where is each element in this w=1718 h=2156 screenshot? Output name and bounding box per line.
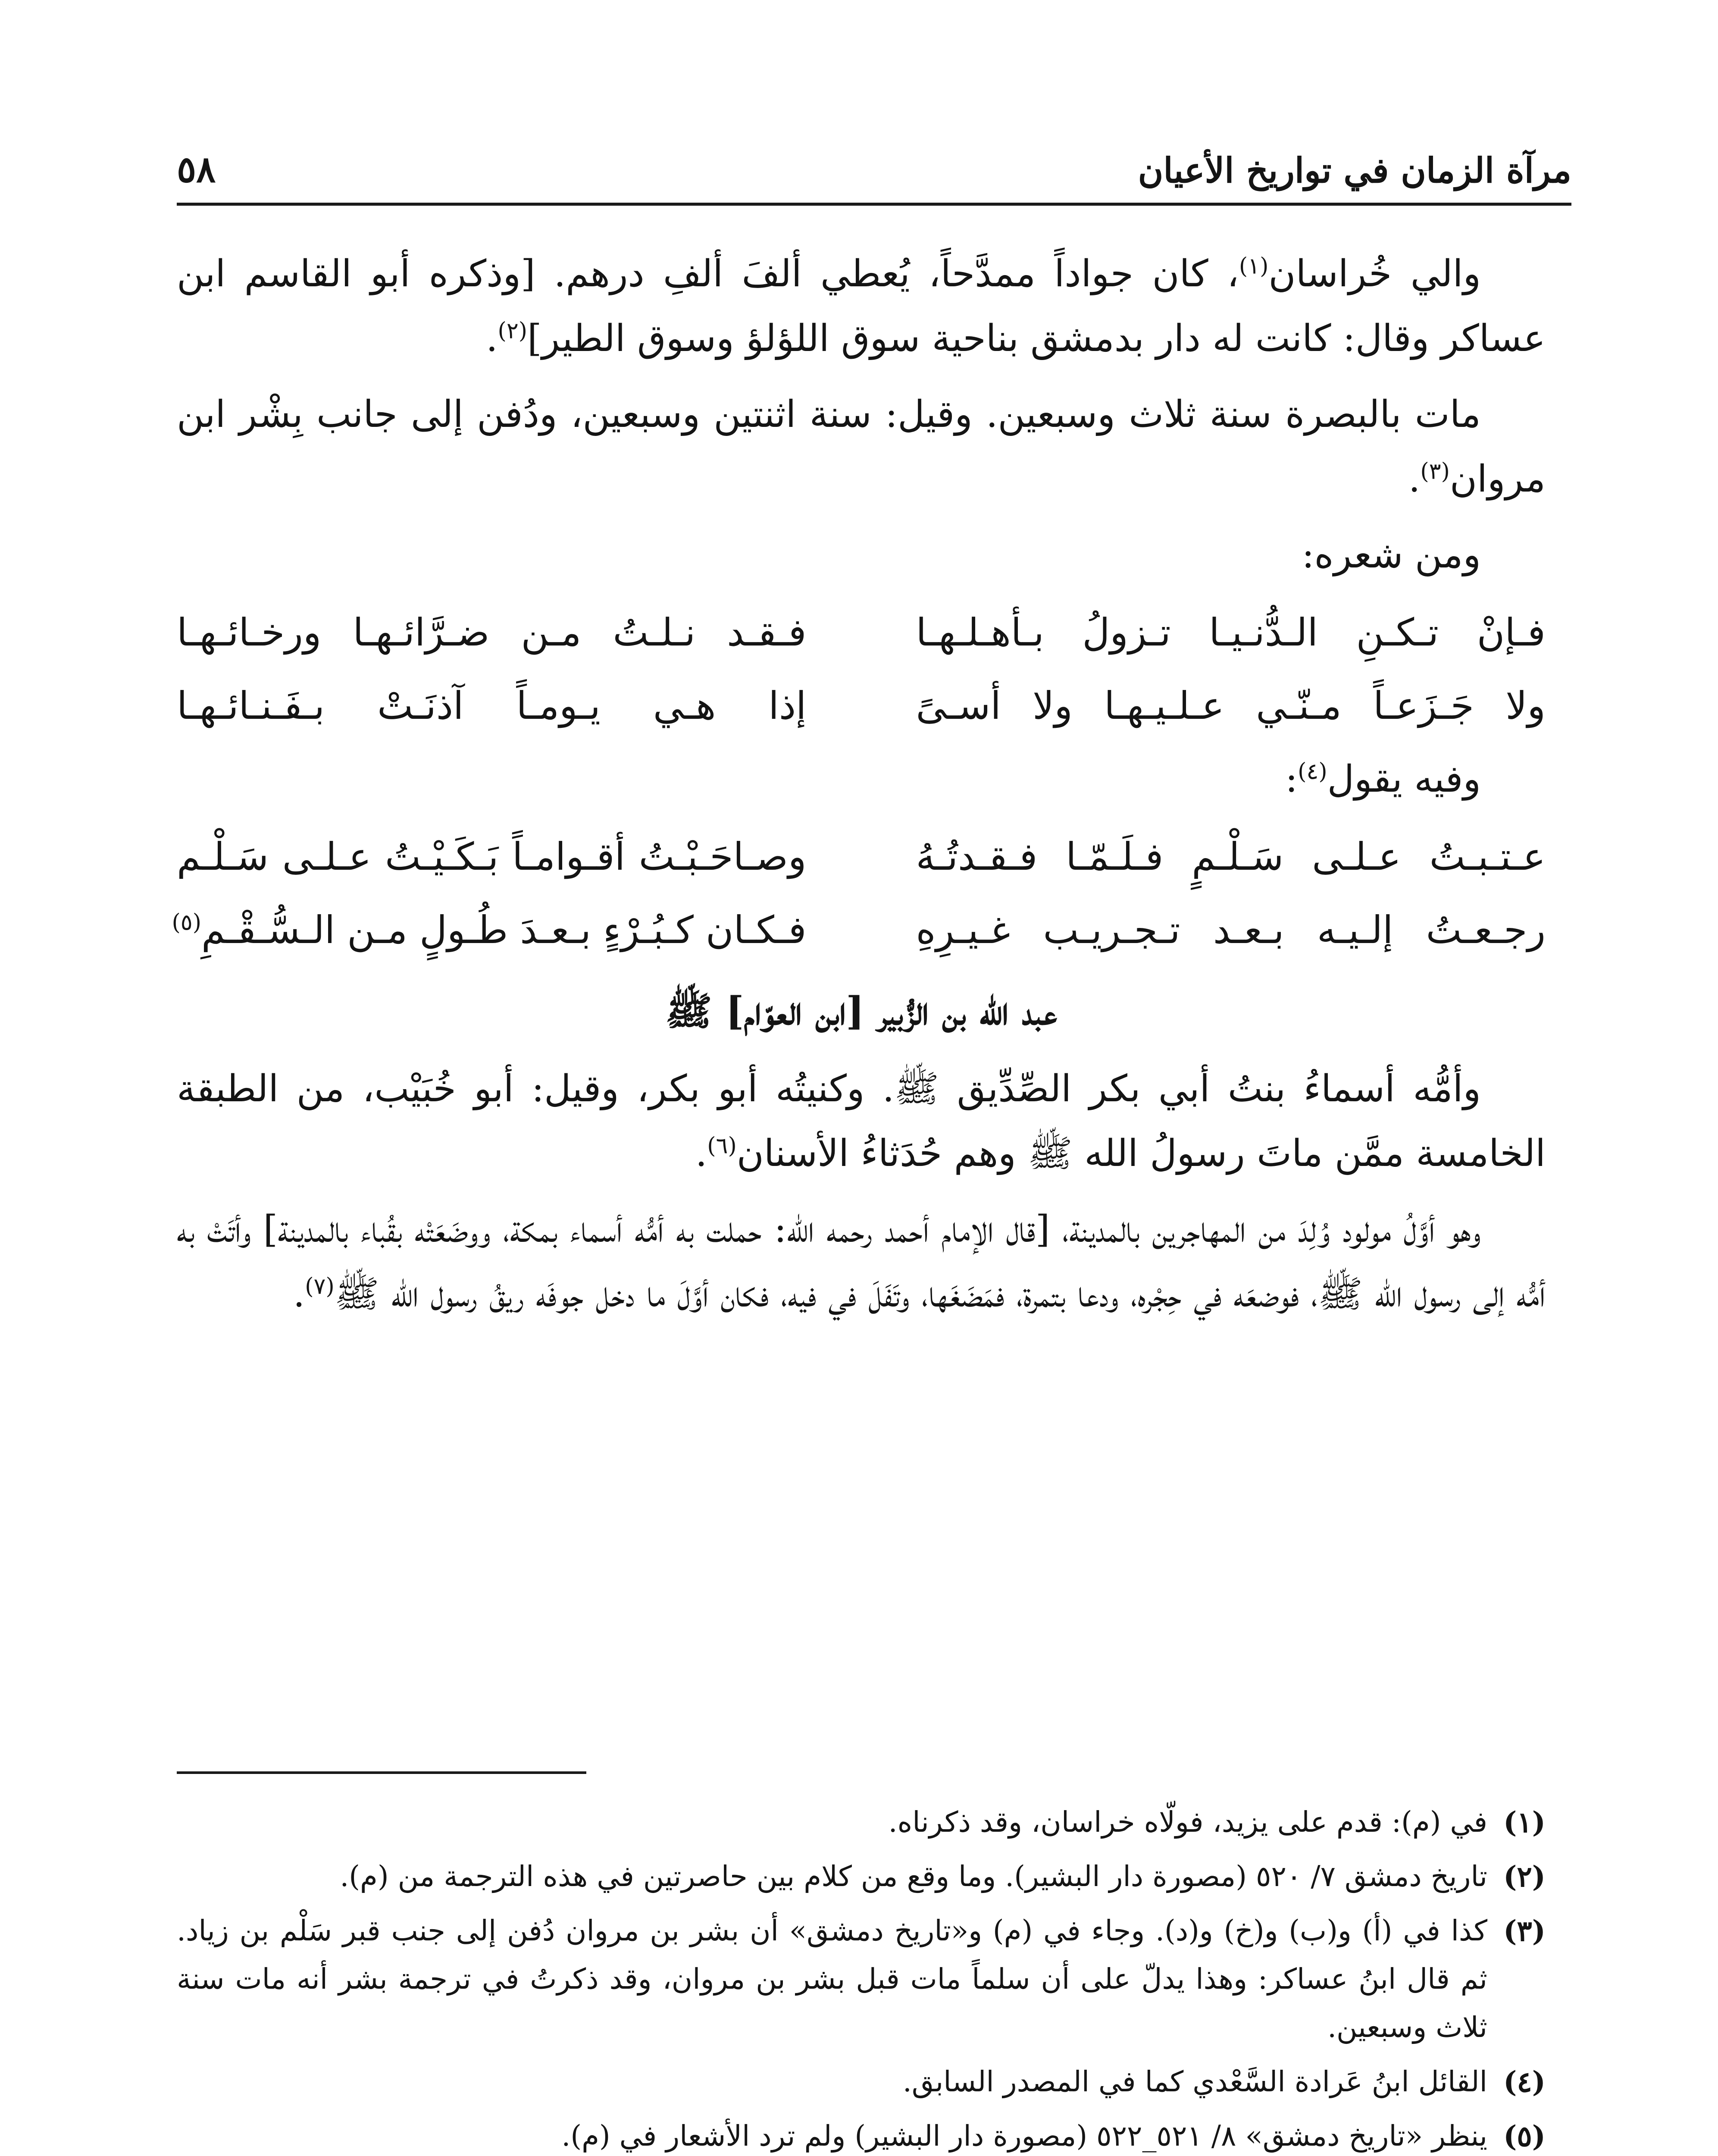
paragraph-1-text-a: والي خُراسان bbox=[1268, 252, 1481, 295]
hemistich-right: عـتـبـتُ عـلـى سَـلْـمٍ فـلَـمّـا فـقـدتُـهُ bbox=[916, 834, 1546, 879]
footnote-ref-3[interactable]: (٣) bbox=[1420, 458, 1450, 485]
footnote-ref-6[interactable]: (٦) bbox=[707, 1133, 737, 1159]
footnote-text: تاريخ دمشق ٧/ ٥٢٠ (مصورة دار البشير). وما وقع من كلام بين حاصرتين في هذه الترجمة من (م). bbox=[340, 1860, 1487, 1893]
footnote-3 bbox=[177, 1907, 1546, 2052]
poem-2-verse-1 bbox=[177, 820, 1546, 893]
poem-1-verse-1 bbox=[177, 596, 1546, 669]
poem-2-verse-2 bbox=[172, 893, 1546, 967]
footnote-ref-7[interactable]: (٧) bbox=[305, 1273, 335, 1300]
footnote-number: (٢) bbox=[1503, 1860, 1546, 1893]
poem-1-verse-2 bbox=[177, 669, 1546, 743]
poem-1 bbox=[177, 596, 1546, 743]
footnote-text: القائل ابنُ عَرادة السَّعْدي كما في المصدر السابق. bbox=[902, 2065, 1487, 2098]
poem-1-intro: ومن شعره: bbox=[1302, 533, 1481, 577]
footnote-1 bbox=[177, 1798, 1546, 1846]
section-title: عبد الله بن الزُّبير [ابن العوّام] ﷺ bbox=[665, 988, 1057, 1034]
paragraph-4 bbox=[177, 1197, 1546, 1326]
footnote-ref-2[interactable]: (٢) bbox=[498, 318, 528, 344]
running-title: مرآة الزمان في تواريخ الأعيان bbox=[1138, 150, 1571, 191]
footnote-number: (٣) bbox=[1503, 1914, 1546, 1948]
paragraph-1-text-b: ، كان جواداً ممدَّحاً، يُعطي ألفَ ألفِ درهم. [وذكره أبو القاسم ابن عساكر وقال: كانت له دار بدمشق بناحية سوق اللؤلؤ وسوق الطير] bbox=[177, 252, 1546, 360]
hemistich-right: رجـعـتُ إلـيـه بـعـد تـجـريـب غـيـرِهِ bbox=[916, 908, 1546, 952]
footnote-ref-4[interactable]: (٤) bbox=[1298, 758, 1327, 785]
footnote-ref-5[interactable]: (٥) bbox=[172, 909, 201, 936]
paragraph-3 bbox=[177, 1056, 1546, 1186]
hemistich-right: فـإنْ تـكـنِ الـدُّنـيـا تـزولُ بـأهـلـهـا bbox=[916, 610, 1546, 655]
footnote-text: في (م): قدم على يزيد، فولّاه خراسان، وقد ذكرناه. bbox=[888, 1805, 1487, 1839]
footnote-5 bbox=[177, 2112, 1546, 2156]
hemistich-left bbox=[172, 898, 807, 962]
paragraph-2-end: . bbox=[1408, 458, 1421, 501]
footnote-separator bbox=[177, 1771, 586, 1774]
header-rule bbox=[177, 203, 1571, 206]
paragraph-3-end: . bbox=[695, 1132, 707, 1175]
paragraph-3-text: وأمُّه أسماءُ بنتُ أبي بكر الصِّدِّيق ﷺ. وكنيتُه أبو بكر، وقيل: أبو خُبَيْب، من الطبقة الخامسة ممَّن ماتَ رسولُ الله ﷺ وهم حُدَثاءُ الأسنان bbox=[177, 1067, 1546, 1175]
footnote-text: ينظر «تاريخ دمشق» ٨/ ٥٢١_٥٢٢ (مصورة دار البشير) ولم ترد الأشعار في (م). bbox=[561, 2119, 1487, 2153]
footnote-4 bbox=[177, 2058, 1546, 2106]
paragraph-1 bbox=[177, 241, 1546, 371]
main-text bbox=[172, 241, 1546, 1338]
footnote-text: كذا في (أ) و(ب) و(خ) و(د). وجاء في (م) و«تاريخ دمشق» أن بشر بن مروان دُفن إلى جنب قبر سَلْم بن زياد. ثم قال ابنُ عساكر: وهذا يدلّ على أن سلماً مات قبل بشر بن مروان، وقد ذكرتُ في ترجمة بشر أنه مات سنة ثلاث وسبعين. bbox=[177, 1914, 1487, 2044]
paragraph-2 bbox=[177, 382, 1546, 511]
paragraph-4-text: وهو أوَّلُ مولود وُلِدَ من المهاجرين بالمدينة، [قال الإمام أحمد رحمه الله: حملت به أمُّه أسماء بمكة، ووضَعَتْه بقُباء بالمدينة] وأتَتْ به أمُّه إلى رسول الله ﷺ، فوضعَه في حِجْره، ودعا بتمرة، فمَضَغَها، وتَفَلَ في فيه، فكان أوَّلَ ما دخل جوفَه ريقُ رسول الله ﷺ bbox=[177, 1208, 1546, 1316]
footnote-ref-1[interactable]: (١) bbox=[1239, 253, 1269, 279]
paragraph-4-end: . bbox=[293, 1272, 305, 1316]
poem-2 bbox=[172, 820, 1546, 967]
poem-2-intro-colon: : bbox=[1285, 758, 1298, 801]
running-header bbox=[177, 142, 1571, 194]
hemistich-left: إذا هـي يـومـاً آذنَـتْ بـفَـنـائـهـا bbox=[177, 683, 807, 728]
hemistich-left: وصـاحَـبْـتُ أقـوامـاً بَـكَـيْـتُ عـلـى سَـلْـم bbox=[177, 834, 807, 879]
paragraph-2-text: مات بالبصرة سنة ثلاث وسبعين. وقيل: سنة اثنتين وسبعين، ودُفن إلى جانب بِشْر ابن مروان bbox=[177, 393, 1546, 501]
poem-2-intro bbox=[177, 747, 1546, 812]
hemistich-right: ولا جَـزَعـاً مـنّـي عـلـيـهـا ولا أسـىً bbox=[916, 683, 1546, 728]
footnote-2 bbox=[177, 1852, 1546, 1901]
hemistich-left: فـقـد نـلـتُ مـن ضـرَّائـهـا ورخـائـهـا bbox=[177, 610, 807, 655]
footnote-number: (٥) bbox=[1503, 2119, 1546, 2153]
footnote-number: (٤) bbox=[1503, 2065, 1546, 2099]
hemistich-left-text: فـكـان كـبُـرْءٍ بـعـدَ طُـولٍ مـن الـسُّـقْـمِ bbox=[201, 908, 807, 952]
paragraph-1-end: . bbox=[486, 317, 498, 360]
poem-2-intro-text: وفيه يقول bbox=[1327, 758, 1481, 801]
footnote-number: (١) bbox=[1503, 1805, 1546, 1839]
footnotes bbox=[177, 1798, 1546, 2156]
page-number: ٥٨ bbox=[177, 148, 216, 191]
